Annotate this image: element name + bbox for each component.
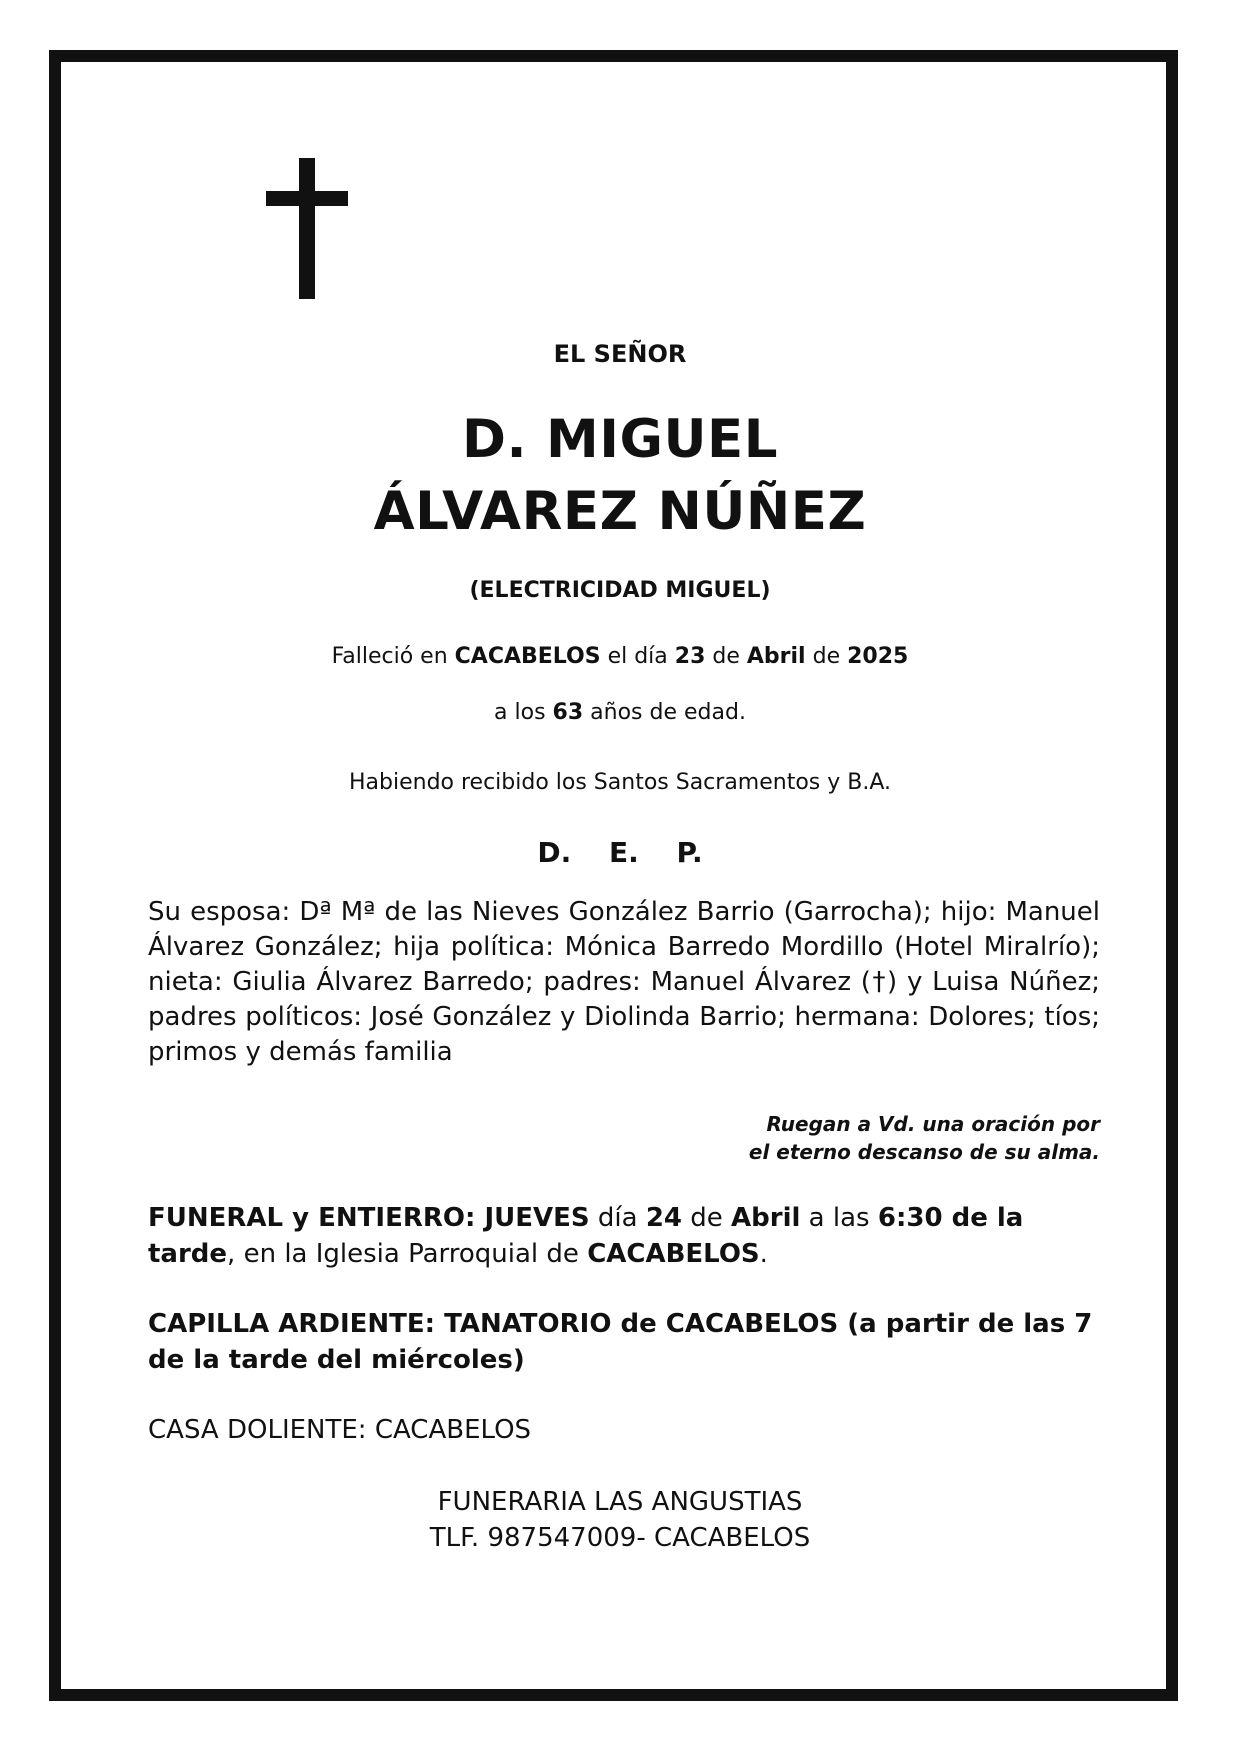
dep-line: D. E. P. <box>537 836 703 869</box>
cross-icon <box>266 158 348 299</box>
age-text: a los <box>494 700 553 725</box>
funeral-text: de <box>682 1203 732 1233</box>
funeral-text: , en la Iglesia Parroquial de <box>227 1239 588 1269</box>
funeral-home-name: FUNERARIA LAS ANGUSTIAS <box>437 1487 803 1517</box>
funeral-home-phone: TLF. 987547009- CACABELOS <box>429 1523 811 1553</box>
death-text: el día <box>600 644 675 669</box>
sacraments-line: Habiendo recibido los Santos Sacramentos y B.A. <box>348 770 892 795</box>
funeral-home <box>140 1484 1100 1556</box>
alias: (ELECTRICIDAD MIGUEL) <box>469 578 771 603</box>
prayer-line-2: el eterno descanso de su alma. <box>748 1140 1100 1164</box>
age-text: años de edad. <box>590 700 746 725</box>
prayer-line-1: Ruegan a Vd. una oración por <box>766 1112 1100 1136</box>
death-place: CACABELOS <box>454 644 601 669</box>
funeral-label: FUNERAL y ENTIERRO <box>148 1203 465 1233</box>
death-text: de <box>705 644 747 669</box>
chapel-info: CAPILLA ARDIENTE: TANATORIO de CACABELOS (a partir de las 7 de la tarde del miércoles) <box>148 1309 1093 1375</box>
funeral-text: . <box>759 1239 768 1269</box>
funeral-text: día <box>589 1203 646 1233</box>
family-paragraph: Su esposa: Dª Mª de las Nieves González Barrio (Garrocha); hijo: Manuel Álvarez González; hija política: Mónica Barredo Mordillo (Hotel Miralrío); nieta: Giulia Álvarez Barredo; padres: Manuel Álvarez (†) y Luisa Núñez; padres políticos: José González y Diolinda Barrio; hermana: Dolores; tíos; primos y demás familia <box>148 897 1100 1067</box>
funeral-sep: : <box>465 1203 485 1233</box>
funeral-day: 24 <box>645 1203 682 1233</box>
notice-border <box>49 50 1178 1701</box>
name-line-1: D. MIGUEL <box>461 409 779 470</box>
death-month: Abril <box>746 644 806 669</box>
funeral-text: a las <box>800 1203 878 1233</box>
title-prefix: EL SEÑOR <box>553 340 687 368</box>
death-day: 23 <box>674 644 706 669</box>
name-line-2: ÁLVAREZ NÚÑEZ <box>373 481 867 542</box>
funeral-time: 6:30 de la tarde <box>148 1203 1024 1269</box>
mourning-house: CASA DOLIENTE: CACABELOS <box>148 1415 532 1445</box>
funeral-place: CACABELOS <box>587 1239 760 1269</box>
death-line <box>140 644 1100 669</box>
prayer-request <box>650 1110 1100 1166</box>
age-line <box>140 700 1100 725</box>
funeral-month: Abril <box>731 1203 801 1233</box>
death-year: 2025 <box>847 644 909 669</box>
age-value: 63 <box>552 700 584 725</box>
funeral-info <box>148 1200 1100 1272</box>
deceased-name <box>140 404 1100 548</box>
funeral-weekday: JUEVES <box>484 1203 590 1233</box>
death-text: de <box>805 644 848 669</box>
death-text: Falleció en <box>331 644 455 669</box>
